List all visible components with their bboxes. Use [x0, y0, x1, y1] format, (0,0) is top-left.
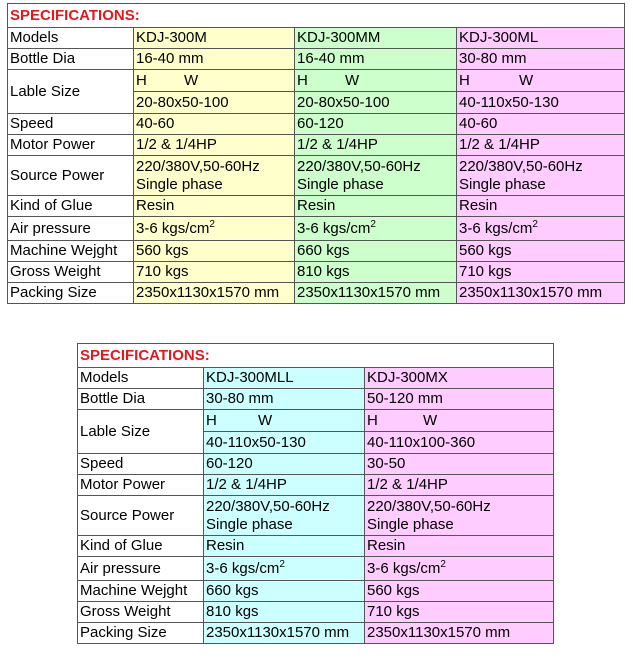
model-header: KDJ-300M	[134, 28, 295, 49]
air-pressure-exponent: 2	[279, 558, 285, 570]
glue-cell: Resin	[457, 196, 625, 217]
hw-h: H	[206, 412, 217, 429]
source-power-cell	[457, 156, 625, 196]
air-pressure-cell	[295, 217, 457, 241]
row-label-gross-weight: Gross Weight	[78, 602, 204, 623]
air-pressure-value: 3-6 kgs/cm	[297, 219, 371, 237]
gross-weight-cell: 810 kgs	[295, 262, 457, 283]
motor-power-cell: 1/2 & 1/4HP	[204, 475, 365, 496]
air-pressure-cell	[457, 217, 625, 241]
glue-cell: Resin	[365, 536, 554, 557]
bottle-dia-cell: 16-40 mm	[134, 49, 295, 70]
row-label-air-pressure: Air pressure	[78, 557, 204, 581]
source-power-line1: 220/380V,50-60Hz	[297, 157, 421, 175]
row-label-label-size: Lable Size	[78, 410, 204, 454]
label-size-cell	[365, 410, 554, 454]
label-size-value: 40-110x50-130	[206, 434, 306, 451]
row-label-source-power: Source Power	[8, 156, 134, 196]
spec-table-2	[77, 343, 554, 644]
row-label-gross-weight: Gross Weight	[8, 262, 134, 283]
source-power-line2: Single phase	[297, 175, 384, 193]
source-power-line2: Single phase	[136, 175, 223, 193]
row-label-source-power: Source Power	[78, 496, 204, 536]
row-label-speed: Speed	[8, 114, 134, 135]
source-power-line1: 220/380V,50-60Hz	[136, 157, 260, 175]
source-power-cell	[365, 496, 554, 536]
row-label-packing-size: Packing Size	[78, 623, 204, 644]
source-power-line2: Single phase	[367, 515, 454, 533]
air-pressure-cell	[134, 217, 295, 241]
label-size-value: 20-80x50-100	[136, 94, 229, 111]
packing-size-cell: 2350x1130x1570 mm	[204, 623, 365, 644]
hw-w: W	[184, 72, 199, 89]
label-size-value: 40-110x50-130	[459, 94, 559, 111]
motor-power-cell: 1/2 & 1/4HP	[457, 135, 625, 156]
packing-size-cell: 2350x1130x1570 mm	[457, 283, 625, 304]
row-label-machine-weight: Machine Wejght	[78, 581, 204, 602]
model-header: KDJ-300MX	[365, 368, 554, 389]
row-label-motor-power: Motor Power	[78, 475, 204, 496]
hw-h: H	[136, 72, 147, 89]
hw-h: H	[297, 72, 308, 89]
table1-title: SPECIFICATIONS:	[8, 4, 625, 28]
machine-weight-cell: 660 kgs	[295, 241, 457, 262]
table2-title: SPECIFICATIONS:	[78, 344, 554, 368]
air-pressure-value: 3-6 kgs/cm	[136, 219, 210, 237]
source-power-cell	[134, 156, 295, 196]
bottle-dia-cell: 16-40 mm	[295, 49, 457, 70]
bottle-dia-cell: 30-80 mm	[204, 389, 365, 410]
row-label-models: Models	[8, 28, 134, 49]
label-size-cell	[295, 70, 457, 114]
machine-weight-cell: 560 kgs	[365, 581, 554, 602]
hw-w: W	[423, 412, 438, 429]
row-label-air-pressure: Air pressure	[8, 217, 134, 241]
machine-weight-cell: 560 kgs	[457, 241, 625, 262]
machine-weight-cell: 660 kgs	[204, 581, 365, 602]
bottle-dia-cell: 50-120 mm	[365, 389, 554, 410]
model-header: KDJ-300ML	[457, 28, 625, 49]
row-label-packing-size: Packing Size	[8, 283, 134, 304]
packing-size-cell: 2350x1130x1570 mm	[134, 283, 295, 304]
source-power-line1: 220/380V,50-60Hz	[206, 497, 330, 515]
row-label-kind-of-glue: Kind of Glue	[78, 536, 204, 557]
row-label-bottle-dia: Bottle Dia	[8, 49, 134, 70]
air-pressure-cell	[204, 557, 365, 581]
row-label-kind-of-glue: Kind of Glue	[8, 196, 134, 217]
air-pressure-value: 3-6 kgs/cm	[459, 219, 533, 237]
air-pressure-value: 3-6 kgs/cm	[206, 559, 280, 577]
row-label-speed: Speed	[78, 454, 204, 475]
speed-cell: 40-60	[457, 114, 625, 135]
row-label-label-size: Lable Size	[8, 70, 134, 114]
motor-power-cell: 1/2 & 1/4HP	[365, 475, 554, 496]
row-label-bottle-dia: Bottle Dia	[78, 389, 204, 410]
row-label-machine-weight: Machine Wejght	[8, 241, 134, 262]
gross-weight-cell: 710 kgs	[365, 602, 554, 623]
motor-power-cell: 1/2 & 1/4HP	[134, 135, 295, 156]
source-power-cell	[295, 156, 457, 196]
model-header: KDJ-300MM	[295, 28, 457, 49]
air-pressure-value: 3-6 kgs/cm	[367, 559, 441, 577]
bottle-dia-cell: 30-80 mm	[457, 49, 625, 70]
hw-w: W	[519, 72, 534, 89]
hw-w: W	[345, 72, 360, 89]
label-size-cell	[457, 70, 625, 114]
glue-cell: Resin	[204, 536, 365, 557]
glue-cell: Resin	[295, 196, 457, 217]
label-size-value: 20-80x50-100	[297, 94, 390, 111]
label-size-cell	[134, 70, 295, 114]
speed-cell: 60-120	[295, 114, 457, 135]
row-label-motor-power: Motor Power	[8, 135, 134, 156]
source-power-cell	[204, 496, 365, 536]
gross-weight-cell: 810 kgs	[204, 602, 365, 623]
speed-cell: 30-50	[365, 454, 554, 475]
air-pressure-exponent: 2	[209, 218, 215, 230]
model-header: KDJ-300MLL	[204, 368, 365, 389]
hw-h: H	[367, 412, 378, 429]
air-pressure-cell	[365, 557, 554, 581]
hw-h: H	[459, 72, 470, 89]
speed-cell: 60-120	[204, 454, 365, 475]
air-pressure-exponent: 2	[532, 218, 538, 230]
source-power-line1: 220/380V,50-60Hz	[459, 157, 583, 175]
packing-size-cell: 2350x1130x1570 mm	[365, 623, 554, 644]
air-pressure-exponent: 2	[440, 558, 446, 570]
label-size-cell	[204, 410, 365, 454]
spec-table-1	[7, 3, 625, 304]
source-power-line2: Single phase	[459, 175, 546, 193]
gross-weight-cell: 710 kgs	[457, 262, 625, 283]
hw-w: W	[258, 412, 273, 429]
glue-cell: Resin	[134, 196, 295, 217]
row-label-models: Models	[78, 368, 204, 389]
packing-size-cell: 2350x1130x1570 mm	[295, 283, 457, 304]
label-size-value: 40-110x100-360	[367, 434, 476, 451]
source-power-line1: 220/380V,50-60Hz	[367, 497, 491, 515]
air-pressure-exponent: 2	[370, 218, 376, 230]
motor-power-cell: 1/2 & 1/4HP	[295, 135, 457, 156]
machine-weight-cell: 560 kgs	[134, 241, 295, 262]
speed-cell: 40-60	[134, 114, 295, 135]
gross-weight-cell: 710 kgs	[134, 262, 295, 283]
source-power-line2: Single phase	[206, 515, 293, 533]
